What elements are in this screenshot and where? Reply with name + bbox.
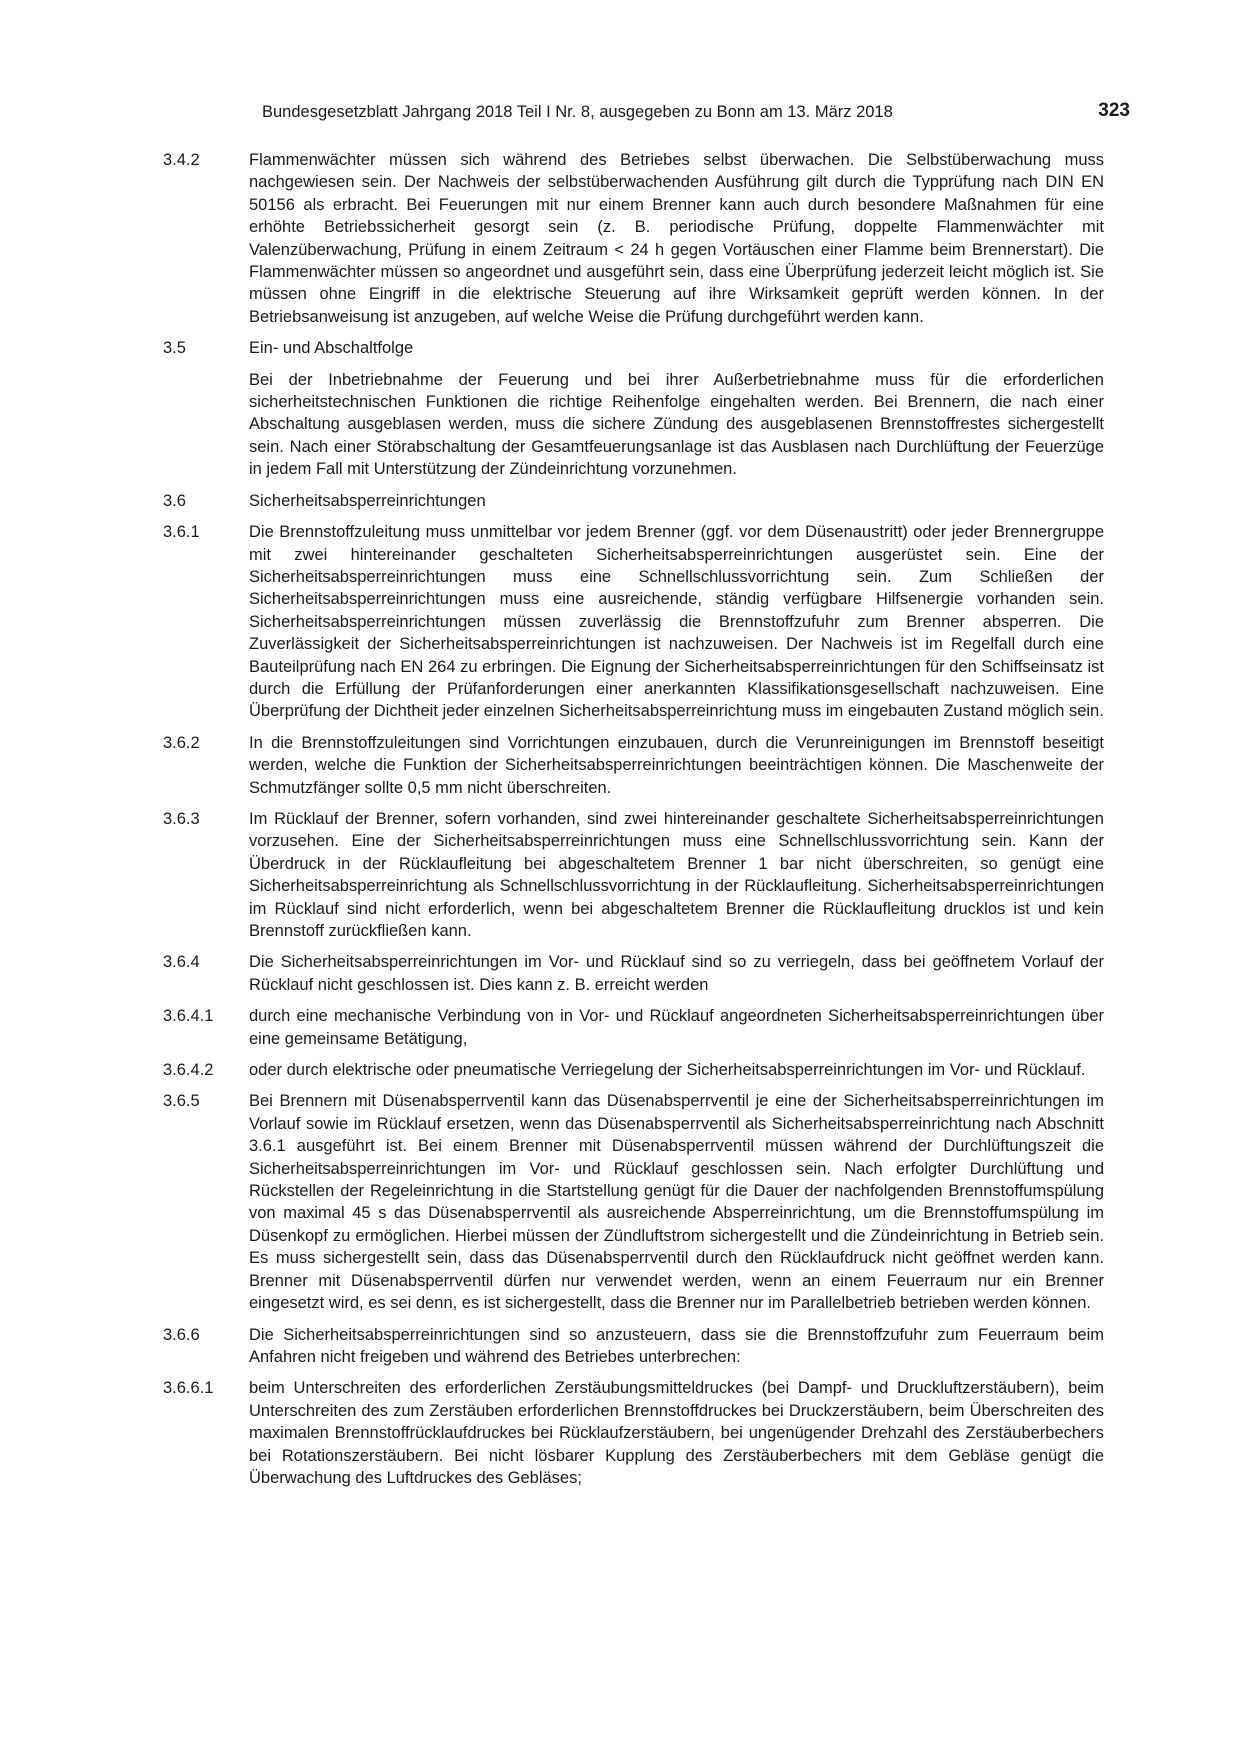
section-content: [249, 1059, 1104, 1081]
document-body: [163, 149, 1104, 1498]
section-3-6-6-1: [163, 1377, 1104, 1489]
section-paragraph: Bei der Inbetriebnahme der Feuerung und bei ihrer Außerbetriebnahme muss für die erforderlichen sicherheitstechnischen Funktionen die richtige Reihenfolge eingehalten werden. Bei Brennern, die nach einer Abschaltung ausgeblasen werden, muss die sichere Zündung des ausgeblasenen Brennstoffrestes sichergestellt sein. Nach einer Störabschaltung der Gesamtfeuerungsanlage ist das Ausblasen nach Durchlüftung der Feuerzüge in jedem Fall mit Unterstützung der Zündeinrichtung vorzunehmen.: [249, 370, 1104, 479]
section-3-6-4-2: [163, 1059, 1104, 1081]
section-paragraph: oder durch elektrische oder pneumatische Verriegelung der Sicherheitsabsperreinrichtungen im Vor- und Rücklauf.: [249, 1061, 1086, 1080]
section-3-6-4-1: [163, 1005, 1104, 1050]
section-paragraph: Die Sicherheitsabsperreinrichtungen im Vor- und Rücklauf sind so zu verriegeln, dass bei geöffnetem Vorlauf der Rücklauf nicht geschlossen ist. Dies kann z. B. erreicht werden: [249, 953, 1104, 994]
section-paragraph: Die Sicherheitsabsperreinrichtungen sind so anzusteuern, dass sie die Brennstoffzufuhr zum Feuerraum beim Anfahren nicht freigeben und während des Betriebes unterbrechen:: [249, 1325, 1104, 1366]
running-header: [262, 100, 1130, 124]
section-paragraph: Im Rücklauf der Brenner, sofern vorhanden, sind zwei hintereinander geschaltete Sicherheitsabsperreinrichtungen vorzusehen. Eine der Sicherheitsabsperreinrichtungen muss eine Schnellschlussvorrichtung sein. Kann der Überdruck in der Rücklaufleitung bei abgeschaltetem Brenner 1 bar nicht überschreiten, so genügt eine Sicherheitsabsperreinrichtung als Schnellschlussvorrichtung in der Rücklaufleitung. Sicherheitsabsperreinrichtungen im Rücklauf sind nicht erforderlich, wenn bei abgeschaltetem Brenner die Rücklaufleitung drucklos ist und kein Brennstoff zurückfließen kann.: [249, 809, 1104, 940]
section-3-4-2: [163, 149, 1104, 328]
section-number: 3.6.4.1: [163, 1007, 214, 1026]
section-content: [249, 1090, 1104, 1314]
page-number: 323: [1098, 100, 1130, 121]
section-number: 3.6.3: [163, 809, 200, 828]
section-number: 3.6.6: [163, 1325, 200, 1344]
section-content: [249, 1377, 1104, 1489]
section-3-6: [163, 490, 1104, 512]
section-content: [249, 808, 1104, 942]
section-content: [249, 149, 1104, 328]
section-paragraph: Bei Brennern mit Düsenabsperrventil kann das Düsenabsperrventil je eine der Sicherheitsabsperreinrichtungen im Vorlauf sowie im Rücklauf ersetzen, wenn das Düsenabsperrventil als Sicherheitsabsperreinrichtung nach Abschnitt 3.6.1 ausgeführt ist. Bei einem Brenner mit Düsenabsperrventil müssen während der Durchlüftungszeit die Sicherheitsabsperreinrichtungen im Vor- und Rücklauf geschlossen sein. Nach erfolgter Durchlüftung und Rückstellen der Regeleinrichtung in die Startstellung genügt für die Dauer der nachfolgenden Brennstoffumspülung von maximal 45 s das Düsenabsperrventil als ausreichende Absperreinrichtung, um die Brennstoffumspülung im Düsenkopf zu ermöglichen. Hierbei müssen der Zündluftstrom sichergestellt und die Zündeinrichtung in Betrieb sein. Es muss sichergestellt sein, dass das Düsenabsperrventil durch den Rücklaufdruck nicht geöffnet werden kann. Brenner mit Düsenabsperrventil dürfen nur verwendet werden, wenn an einem Feuerraum nur ein Brenner eingesetzt wird, es sei denn, es ist sichergestellt, dass die Brenner nur im Parallelbetrieb betrieben werden können.: [249, 1092, 1104, 1313]
section-content: [249, 490, 1104, 512]
section-number: 3.6: [163, 491, 186, 510]
section-3-6-3: [163, 808, 1104, 942]
section-number: 3.6.6.1: [163, 1379, 214, 1398]
section-3-6-4: [163, 951, 1104, 996]
section-paragraph: beim Unterschreiten des erforderlichen Zerstäubungsmitteldruckes (bei Dampf- und Druckluftzerstäubern), beim Unterschreiten des zum Zerstäuben erforderlichen Brennstoffdruckes bei Druckzerstäubern, beim Überschreiten des maximalen Brennstoffrücklaufdruckes bei Rücklaufzerstäubern, bei ungenügender Drehzahl des Zerstäuberbechers bei Rotationszerstäubern. Bei nicht lösbarer Kupplung des Zerstäuberbechers mit dem Gebläse genügt die Überwachung des Luftdruckes des Gebläses;: [249, 1379, 1104, 1487]
section-number: 3.6.4.2: [163, 1061, 214, 1080]
section-heading: Ein- und Abschaltfolge: [249, 339, 414, 358]
section-number: 3.6.5: [163, 1092, 200, 1111]
journal-title: Bundesgesetzblatt Jahrgang 2018 Teil I Nr. 8, ausgegeben zu Bonn am 13. März 2018: [262, 103, 893, 121]
section-number: 3.4.2: [163, 151, 200, 169]
section-paragraph: durch eine mechanische Verbindung von in Vor- und Rücklauf angeordneten Sicherheitsabsperreinrichtungen über eine gemeinsame Betätigung,: [249, 1007, 1104, 1048]
section-3-6-5: [163, 1090, 1104, 1314]
section-3-5: [163, 337, 1104, 480]
section-paragraph: Die Brennstoffzuleitung muss unmittelbar vor jedem Brenner (ggf. vor dem Düsenaustritt) oder jeder Brennergruppe mit zwei hintereinander geschalteten Sicherheitsabsperreinrichtungen ausgerüstet sein. Eine der Sicherheitsabsperreinrichtungen muss eine Schnellschlussvorrichtung sein. Zum Schließen der Sicherheitsabsperreinrichtungen muss eine ausreichende, ständig verfügbare Hilfsenergie vorhanden sein. Sicherheitsabsperreinrichtungen müssen zuverlässig die Brennstoffzufuhr zum Brenner absperren. Die Zuverlässigkeit der Sicherheitsabsperreinrichtungen ist nachzuweisen. Der Nachweis ist im Regelfall durch eine Bauteilprüfung nach EN 264 zu erbringen. Die Eignung der Sicherheitsabsperreinrichtungen für den Schiffseinsatz ist durch die Erfüllung der Prüfanforderungen einer anerkannten Klassifikationsgesellschaft nachzuweisen. Eine Überprüfung der Dichtheit jeder einzelnen Sicherheitsabsperreinrichtung muss im eingebauten Zustand möglich sein.: [249, 523, 1104, 721]
section-number: 3.5: [163, 339, 186, 358]
section-content: [249, 337, 1104, 480]
section-3-6-1: [163, 521, 1104, 723]
section-paragraph: Flammenwächter müssen sich während des Betriebes selbst überwachen. Die Selbstüberwachung muss nachgewiesen sein. Der Nachweis der selbstüberwachenden Ausführung gilt durch die Typprüfung nach DIN EN 50156 als erbracht. Bei Feuerungen mit nur einem Brenner kann auch durch besondere Maßnahmen für eine erhöhte Betriebssicherheit gesorgt sein (z. B. periodische Prüfung, doppelte Flammenwächter mit Valenzüberwachung, Prüfung in einem Zeitraum < 24 h gegen Vortäuschen einer Flamme beim Brennerstart). Die Flammenwächter müssen so angeordnet und ausgeführt sein, dass eine Überprüfung jederzeit leicht möglich ist. Sie müssen ohne Eingriff in die elektrische Steuerung auf ihre Wirksamkeit geprüft werden können. In der Betriebsanweisung ist anzugeben, auf welche Weise die Prüfung durchgeführt werden kann.: [249, 151, 1104, 326]
section-content: [249, 1005, 1104, 1050]
section-content: [249, 732, 1104, 799]
section-content: [249, 521, 1104, 723]
section-content: [249, 951, 1104, 996]
section-3-6-2: [163, 732, 1104, 799]
section-number: 3.6.4: [163, 953, 200, 972]
section-number: 3.6.2: [163, 733, 200, 752]
section-paragraph: Sicherheitsabsperreinrichtungen: [249, 491, 486, 510]
section-paragraph: In die Brennstoffzuleitungen sind Vorrichtungen einzubauen, durch die Verunreinigungen im Brennstoff beseitigt werden, welche die Funktion der Sicherheitsabsperreinrichtungen beeinträchtigen können. Die Maschenweite der Schmutzfänger sollte 0,5 mm nicht überschreiten.: [249, 733, 1104, 797]
section-3-6-6: [163, 1324, 1104, 1369]
section-content: [249, 1324, 1104, 1369]
section-number: 3.6.1: [163, 523, 200, 542]
